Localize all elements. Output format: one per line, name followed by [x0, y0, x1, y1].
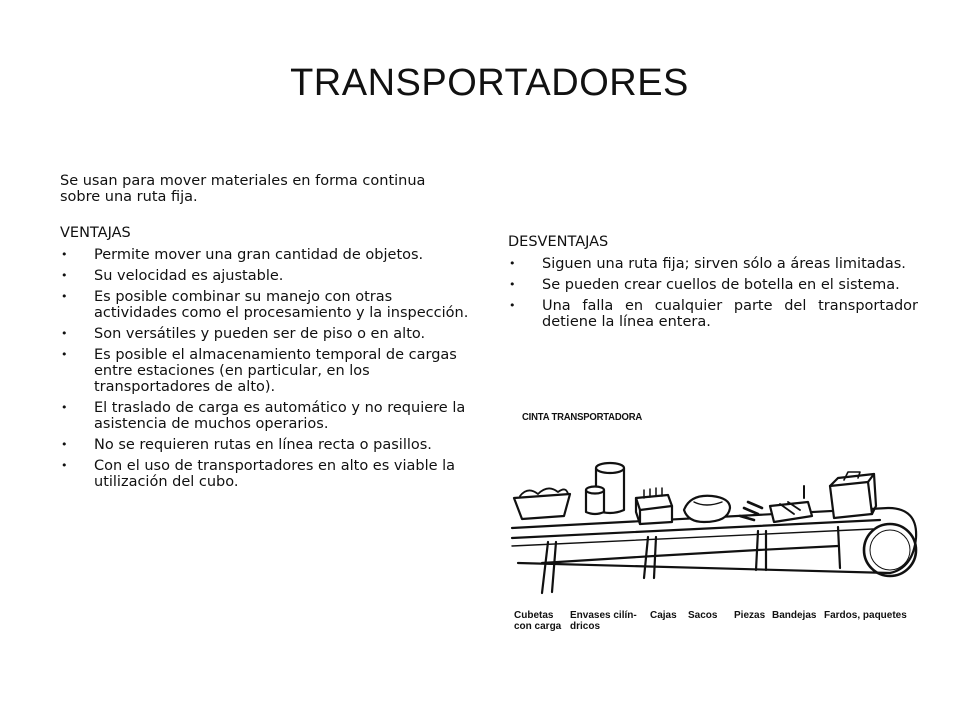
list-item: • Son versátiles y pueden ser de piso o en alto. — [60, 326, 470, 342]
ventajas-column — [60, 173, 470, 495]
label-bandejas: Bandejas — [772, 610, 817, 621]
list-item: • No se requieren rutas en línea recta o pasillos. — [60, 437, 470, 453]
label-cajas: Cajas — [650, 610, 677, 621]
figure-title: CINTA TRANSPORTADORA — [522, 412, 643, 423]
figure-labels — [508, 610, 924, 640]
list-item: • Es posible el almacenamiento temporal de cargas entre estaciones (en particular, en los transportadores de alto). — [60, 347, 470, 395]
label-cubetas: Cubetas con carga — [514, 610, 562, 632]
list-item: • Siguen una ruta fija; sirven sólo a áreas limitadas. — [508, 256, 918, 272]
list-item: • Una falla en cualquier parte del transportador detiene la línea entera. — [508, 298, 918, 330]
label-piezas: Piezas — [734, 610, 766, 621]
list-item: • Con el uso de transportadores en alto es viable la utilización del cubo. — [60, 458, 470, 490]
list-item: • Se pueden crear cuellos de botella en el sistema. — [508, 277, 918, 293]
slide-title: TRANSPORTADORES — [290, 62, 689, 104]
desventajas-list — [508, 256, 918, 330]
desventajas-column — [508, 234, 918, 335]
label-sacos: Sacos — [688, 610, 718, 621]
label-fardos: Fardos, paquetes — [824, 610, 907, 621]
list-item: • Es posible combinar su manejo con otras actividades como el procesamiento y la inspección. — [60, 289, 470, 321]
label-envases: Envases cilín- dricos — [570, 610, 637, 632]
list-item: • Permite mover una gran cantidad de objetos. — [60, 247, 470, 263]
conveyor-drawing — [508, 398, 924, 610]
intro-text: Se usan para mover materiales en forma continua sobre una ruta fija. — [60, 173, 426, 205]
list-item: • El traslado de carga es automático y no requiere la asistencia de muchos operarios. — [60, 400, 470, 432]
ventajas-list — [60, 247, 470, 490]
list-item: • Su velocidad es ajustable. — [60, 268, 470, 284]
ventajas-heading: VENTAJAS — [60, 225, 131, 241]
desventajas-heading: DESVENTAJAS — [508, 234, 609, 250]
conveyor-belt-illustration — [508, 398, 924, 643]
